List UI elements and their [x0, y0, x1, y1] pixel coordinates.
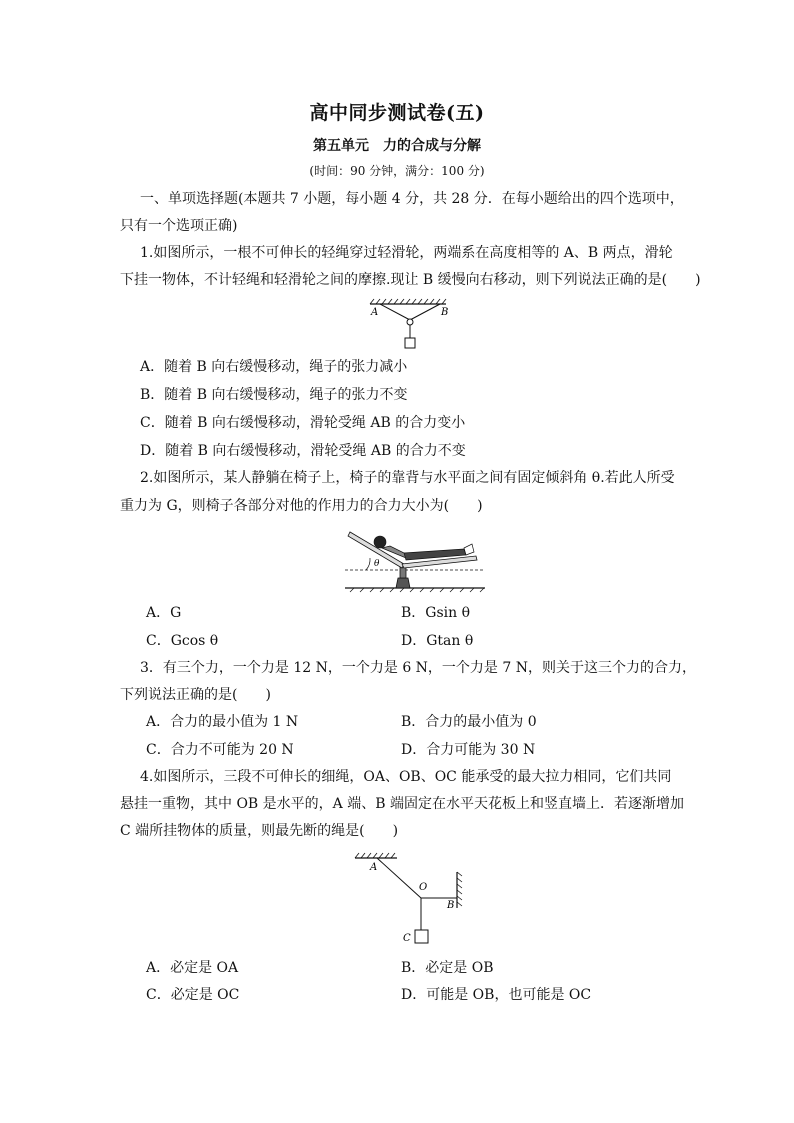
q2-option-b: B．Gsin θ	[401, 605, 471, 621]
q1-option-d: D．随着 B 向右缓慢移动，滑轮受绳 AB 的合力不变	[140, 443, 466, 459]
q1-stem-line1: 1.如图所示，一根不可伸长的轻绳穿过轻滑轮，两端系在高度相等的 A、B 两点，滑轮	[140, 245, 673, 261]
q4-option-c: C．必定是 OC	[146, 987, 240, 1003]
q1-option-a: A．随着 B 向右缓慢移动，绳子的张力减小	[140, 359, 408, 375]
q1-label-b: B	[441, 307, 449, 318]
q3-option-d: D．合力可能为 30 N	[401, 742, 536, 758]
q2-option-d: D．Gtan θ	[401, 633, 474, 649]
exam-meta: (时间：90 分钟，满分：100 分)	[309, 164, 485, 178]
q1-pulley	[407, 319, 413, 325]
section-intro-line2: 只有一个选项正确)	[120, 218, 238, 234]
q1-option-b: B．随着 B 向右缓慢移动，绳子的张力不变	[140, 387, 408, 403]
q2-chair-figure	[340, 522, 490, 596]
q3-stem-line2: 下列说法正确的是( )	[120, 687, 271, 703]
q2-label-theta: θ	[374, 559, 380, 569]
q1-ceiling-hatch	[370, 299, 446, 304]
q2-option-c: C．Gcos θ	[146, 633, 219, 649]
section-intro-line1: 一、单项选择题(本题共 7 小题，每小题 4 分，共 28 分．在每小题给出的四个选项中，	[140, 191, 684, 207]
q1-label-a: A	[371, 307, 379, 318]
q2-option-a: A．G	[146, 605, 182, 621]
q2-person-feet	[464, 544, 474, 555]
q4-label-b: B	[447, 900, 455, 911]
q4-option-d: D．可能是 OB，也可能是 OC	[401, 987, 592, 1003]
q4-ceiling-hatch	[355, 853, 395, 858]
page-title: 高中同步测试卷(五)	[309, 102, 485, 124]
q2-angle-arc	[366, 558, 370, 570]
q3-stem-line1: 3．有三个力，一个力是 12 N，一个力是 6 N，一个力是 7 N，则关于这三个力的合力，	[140, 660, 696, 676]
q2-stem-line1: 2.如图所示，某人静躺在椅子上，椅子的靠背与水平面之间有固定倾斜角 θ.若此人所受	[140, 470, 675, 486]
q1-stem-line2: 下挂一物体，不计轻绳和轻滑轮之间的摩擦.现让 B 缓慢向右移动，则下列说法正确的是( )	[120, 272, 701, 288]
q2-stem-line2: 重力为 G，则椅子各部分对他的作用力的合力大小为( )	[120, 498, 483, 514]
q1-rope-right	[410, 304, 440, 320]
q4-option-b: B．必定是 OB	[401, 960, 494, 976]
q3-option-c: C．合力不可能为 20 N	[146, 742, 294, 758]
q4-stem-line1: 4.如图所示，三段不可伸长的细绳，OA、OB、OC 能承受的最大拉力相同，它们共同	[140, 769, 672, 785]
q4-rope-figure	[345, 850, 470, 950]
q4-weight	[415, 930, 428, 943]
q1-option-c: C．随着 B 向右缓慢移动，滑轮受绳 AB 的合力变小	[140, 415, 466, 431]
q4-rope-oa	[377, 858, 421, 898]
q1-pulley-figure	[362, 296, 458, 356]
q1-weight	[405, 338, 415, 348]
q3-option-b: B．合力的最小值为 0	[401, 714, 537, 730]
q4-wall-hatch	[457, 872, 462, 906]
q2-chair-base	[396, 578, 410, 588]
q4-option-a: A．必定是 OA	[146, 960, 239, 976]
q1-rope-left	[380, 304, 410, 320]
q4-label-a: A	[370, 862, 378, 873]
q4-label-c: C	[403, 933, 411, 944]
q2-person-head	[374, 536, 386, 548]
q4-stem-line2: 悬挂一重物，其中 OB 是水平的，A 端、B 端固定在水平天花板上和竖直墙上．若逐渐增加	[120, 796, 684, 812]
q4-stem-line3: C 端所挂物体的质量，则最先断的绳是( )	[120, 823, 399, 839]
unit-title: 第五单元 力的合成与分解	[313, 138, 481, 154]
q4-label-o: O	[419, 882, 428, 893]
q3-option-a: A．合力的最小值为 1 N	[146, 714, 299, 730]
